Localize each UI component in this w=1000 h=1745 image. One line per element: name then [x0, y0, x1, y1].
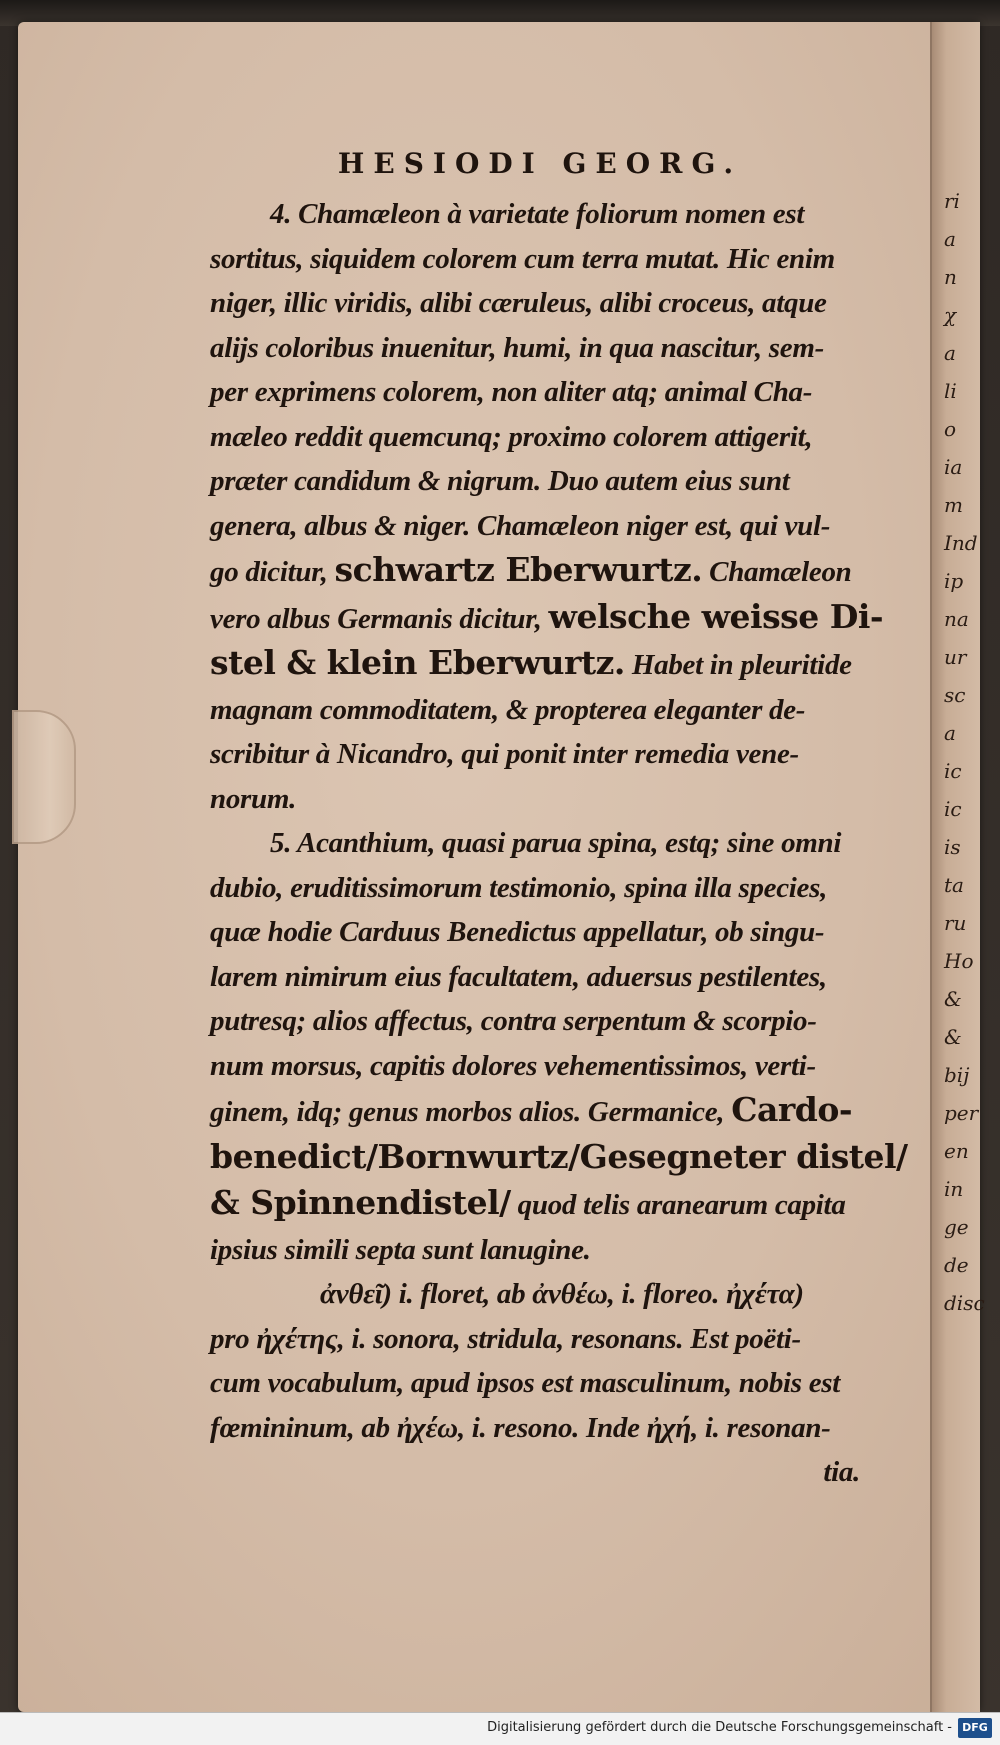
text-line — [210, 415, 870, 460]
line-text: 4. Chamæleon à varietate foliorum nomen est — [270, 198, 805, 230]
line-text: go dicitur, — [210, 556, 335, 588]
facing-page-fragment: li — [944, 379, 957, 403]
line-text: fœmininum, ab ἠχέω, i. resono. Inde ἠχή, i. resonan- — [210, 1411, 831, 1444]
facing-page-edge — [930, 22, 985, 1712]
facing-page-fragment: ur — [944, 645, 967, 669]
text-line — [210, 1406, 870, 1451]
text-line — [210, 370, 870, 415]
facing-page-fragment: a — [944, 227, 956, 251]
facing-page-fragment: & — [944, 987, 962, 1011]
text-line — [210, 1088, 870, 1135]
facing-page-fragment: in — [944, 1177, 964, 1201]
text-block — [210, 147, 908, 1495]
line-text: genera, albus & niger. Chamæleon niger est, qui vul- — [210, 509, 831, 542]
text-line — [210, 237, 870, 282]
facing-page-fragment: per — [944, 1101, 979, 1125]
line-text: per exprimens colorem, non aliter atq; animal Cha- — [210, 376, 813, 408]
facing-page-fragment: & — [944, 1025, 962, 1049]
blackletter-text: stel & klein Eberwurtz. — [210, 643, 625, 682]
text-line — [210, 955, 870, 1000]
blackletter-text: welsche weisse Di- — [548, 596, 884, 636]
line-text: pro ἠχέτης, i. sonora, stridula, resonans. Est poëti- — [210, 1322, 801, 1355]
line-text: quæ hodie Carduus Benedictus appellatur, ob singu- — [210, 916, 825, 948]
text-line — [210, 688, 870, 733]
text-line — [210, 641, 870, 688]
line-text: mæleo reddit quemcunq; proximo colorem attigerit, — [210, 420, 813, 453]
line-text: 5. Acanthium, quasi parua spina, estq; sine omni — [270, 827, 842, 859]
text-line — [210, 821, 870, 866]
line-text: vero albus Germanis dicitur, — [210, 602, 549, 635]
line-text: putresq; alios affectus, contra serpentum & scorpio- — [210, 1005, 817, 1037]
line-text-after: quod telis aranearum capita — [510, 1189, 846, 1221]
facing-page-fragment: ip — [944, 569, 964, 593]
facing-page-fragment: ge — [944, 1215, 969, 1239]
line-text: magnam commoditatem, & propterea eleganter de- — [210, 693, 806, 726]
paragraph — [210, 1272, 870, 1450]
line-text: cum vocabulum, apud ipsos est masculinum, nobis est — [210, 1367, 841, 1399]
text-line — [210, 1044, 870, 1089]
facing-page-text — [944, 182, 985, 1322]
dfg-logo: DFG — [958, 1718, 992, 1738]
facing-page-fragment: ic — [944, 797, 962, 821]
line-text-after: Habet in pleuritide — [624, 649, 852, 681]
page-clasp-mark — [12, 710, 76, 844]
line-text: alijs coloribus inuenitur, humi, in qua nascitur, sem- — [210, 331, 824, 364]
facing-page-fragment: Ho — [944, 949, 974, 973]
line-text: norum. — [210, 782, 297, 815]
running-head: HESIODI GEORG. — [337, 147, 743, 180]
facing-page-fragment: en — [944, 1139, 969, 1163]
line-text: præter candidum & nigrum. Duo autem eius sunt — [210, 465, 790, 497]
line-text: ἀνθεῖ) i. floret, ab ἀνθέω, i. floreo. ἠχέτα) — [320, 1278, 804, 1310]
facing-page-fragment: de — [944, 1253, 969, 1277]
footer-credit: Digitalisierung gefördert durch die Deutsche Forschungsgemeinschaft - — [487, 1720, 952, 1735]
text-line — [210, 281, 870, 326]
text-line — [210, 866, 870, 911]
facing-page-fragment: disc — [944, 1291, 985, 1315]
line-text: ipsius simili septa sunt lanugine. — [210, 1233, 591, 1266]
facing-page-fragment: is — [944, 835, 961, 859]
text-line — [210, 595, 884, 642]
blackletter-text: benedict/Bornwurtz/Gesegneter distel/ — [210, 1136, 908, 1176]
facing-page-fragment: sc — [944, 683, 966, 707]
line-text-after: Chamæleon — [702, 556, 852, 588]
facing-page-fragment: χ — [944, 303, 957, 327]
paragraph — [210, 192, 884, 821]
blackletter-text: & Spinnendistel/ — [210, 1183, 511, 1222]
digitization-footer — [0, 1712, 1000, 1745]
facing-page-fragment: m — [944, 493, 963, 517]
facing-page-fragment: Ind — [944, 531, 978, 555]
text-line — [210, 1272, 870, 1317]
line-text: ginem, idq; genus morbos alios. Germanice, — [210, 1096, 732, 1128]
text-line — [210, 999, 870, 1044]
line-text: niger, illic viridis, alibi cæruleus, alibi croceus, atque — [210, 287, 827, 319]
text-line — [210, 1181, 870, 1228]
line-text: scribitur à Nicandro, qui ponit inter remedia vene- — [210, 738, 799, 770]
text-line — [210, 1317, 870, 1362]
text-line — [210, 459, 870, 504]
facing-page-fragment: ru — [944, 911, 967, 935]
text-line — [210, 910, 870, 955]
facing-page-fragment: bij — [944, 1063, 970, 1087]
paragraph — [210, 821, 908, 1272]
text-line — [210, 1361, 870, 1406]
facing-page-fragment: ta — [944, 873, 964, 897]
text-line — [210, 1228, 870, 1273]
book-page — [18, 22, 985, 1712]
catchword: tia. — [823, 1456, 860, 1488]
body-text — [210, 192, 908, 1450]
text-line — [210, 192, 870, 237]
text-line — [210, 777, 870, 822]
text-line — [210, 732, 870, 777]
facing-page-fragment: ri — [944, 189, 960, 213]
line-text: larem nimirum eius facultatem, aduersus pestilentes, — [210, 960, 827, 993]
blackletter-text: schwartz Eberwurtz. — [334, 550, 703, 589]
line-text: num morsus, capitis dolores vehementissimos, verti- — [210, 1049, 816, 1082]
text-line — [210, 326, 870, 371]
facing-page-fragment: a — [944, 721, 956, 745]
line-text: dubio, eruditissimorum testimonio, spina illa species, — [210, 871, 828, 904]
facing-page-fragment: n — [944, 265, 957, 289]
blackletter-text: Cardo- — [731, 1090, 853, 1129]
facing-page-fragment: na — [944, 607, 969, 631]
text-line — [210, 504, 870, 549]
text-line — [210, 1135, 908, 1182]
facing-page-fragment: ic — [944, 759, 962, 783]
facing-page-fragment: ia — [944, 455, 963, 479]
facing-page-fragment: a — [944, 341, 956, 365]
line-text: sortitus, siquidem colorem cum terra mutat. Hic enim — [210, 242, 835, 275]
text-line — [210, 548, 870, 595]
facing-page-fragment: o — [944, 417, 957, 441]
